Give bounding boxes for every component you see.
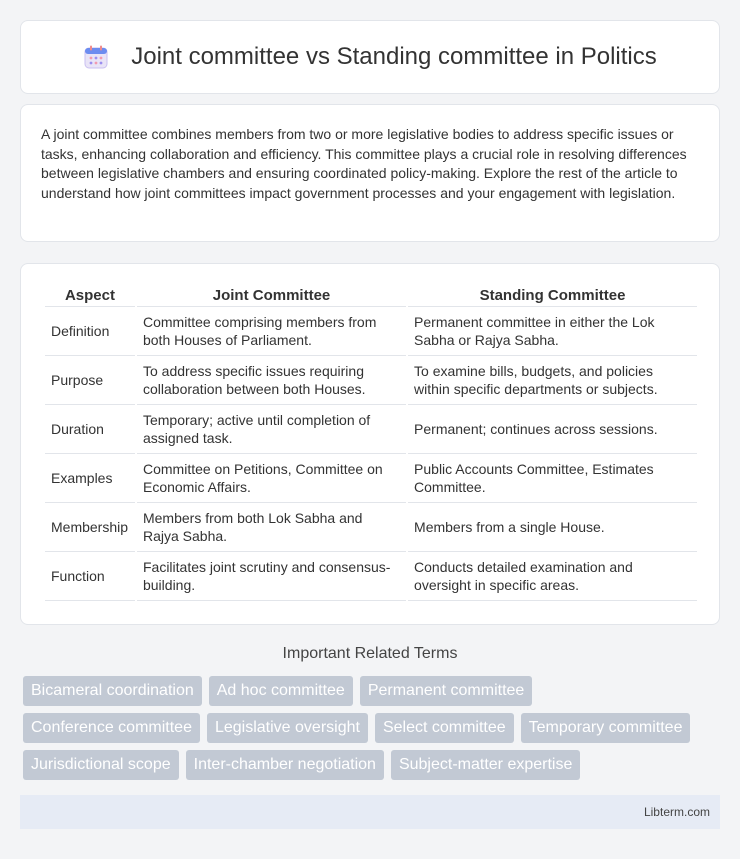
cell-standing: Members from a single House. (408, 503, 697, 552)
tag-row (23, 713, 723, 743)
tag-temporary-committee[interactable]: Temporary committee (521, 713, 691, 743)
cell-standing: To examine bills, budgets, and policies within specific departments or subjects. (408, 356, 697, 405)
cell-joint: Committee comprising members from both Houses of Parliament. (137, 307, 406, 356)
calendar-icon (83, 44, 109, 70)
table-row (45, 454, 697, 503)
header-joint: Joint Committee (137, 284, 406, 307)
cell-aspect: Membership (45, 503, 135, 552)
page-title: Joint committee vs Standing committee in Politics (131, 43, 657, 70)
tag-permanent-committee[interactable]: Permanent committee (360, 676, 533, 706)
table-row (45, 503, 697, 552)
tag-row (23, 676, 723, 706)
cell-standing: Conducts detailed examination and oversight in specific areas. (408, 552, 697, 601)
cell-joint: Members from both Lok Sabha and Rajya Sabha. (137, 503, 406, 552)
table-row (45, 405, 697, 454)
cell-joint: Facilitates joint scrutiny and consensus-building. (137, 552, 406, 601)
cell-aspect: Duration (45, 405, 135, 454)
tag-jurisdictional-scope[interactable]: Jurisdictional scope (23, 750, 179, 780)
table-row (45, 552, 697, 601)
tag-ad-hoc-committee[interactable]: Ad hoc committee (209, 676, 353, 706)
header-aspect: Aspect (45, 284, 135, 307)
related-terms (23, 676, 723, 787)
comparison-table-card (20, 263, 720, 625)
related-terms-title: Important Related Terms (282, 645, 458, 662)
table-header-row (45, 284, 697, 307)
tag-legislative-oversight[interactable]: Legislative oversight (207, 713, 368, 743)
intro-text: A joint committee combines members from two or more legislative bodies to address specific issues or tasks, enhancing collaboration and efficiency. This committee plays a crucial role in resolving differences between legislative chambers and ensuring coordinated policy-making. Explore the rest of the article to understand how joint committees impact government processes and your engagement with legislation. (41, 126, 687, 201)
tag-inter-chamber-negotiation[interactable]: Inter-chamber negotiation (186, 750, 384, 780)
tag-row (23, 750, 723, 780)
comparison-table (43, 284, 699, 601)
footer (20, 795, 720, 829)
tag-select-committee[interactable]: Select committee (375, 713, 514, 743)
cell-standing: Public Accounts Committee, Estimates Committee. (408, 454, 697, 503)
tag-bicameral-coordination[interactable]: Bicameral coordination (23, 676, 202, 706)
cell-aspect: Examples (45, 454, 135, 503)
cell-standing: Permanent committee in either the Lok Sabha or Rajya Sabha. (408, 307, 697, 356)
tag-conference-committee[interactable]: Conference committee (23, 713, 200, 743)
cell-joint: Committee on Petitions, Committee on Economic Affairs. (137, 454, 406, 503)
cell-joint: Temporary; active until completion of assigned task. (137, 405, 406, 454)
tag-subject-matter-expertise[interactable]: Subject-matter expertise (391, 750, 580, 780)
intro-card (20, 104, 720, 242)
header-standing: Standing Committee (408, 284, 697, 307)
table-row (45, 307, 697, 356)
title-card (20, 20, 720, 94)
cell-joint: To address specific issues requiring collaboration between both Houses. (137, 356, 406, 405)
cell-aspect: Purpose (45, 356, 135, 405)
table-row (45, 356, 697, 405)
footer-site-link[interactable]: Libterm.com (643, 805, 710, 819)
cell-aspect: Function (45, 552, 135, 601)
cell-aspect: Definition (45, 307, 135, 356)
cell-standing: Permanent; continues across sessions. (408, 405, 697, 454)
